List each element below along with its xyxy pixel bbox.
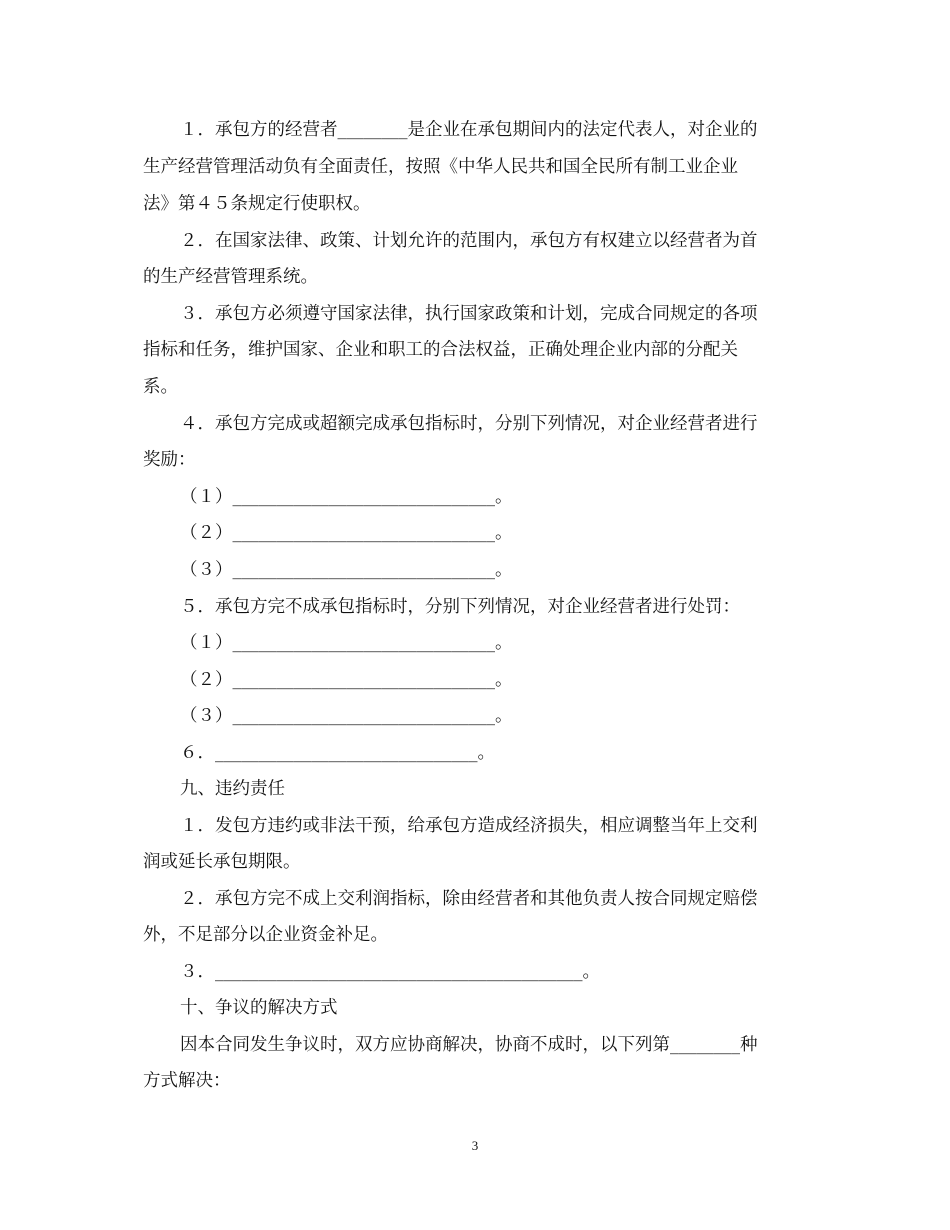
paragraph-line: 奖励：: [143, 450, 196, 470]
section-heading: 十、争议的解决方式: [180, 998, 338, 1018]
list-item: （１）______________________________。: [180, 487, 513, 507]
section-heading: 九、违约责任: [180, 779, 285, 799]
paragraph-line: ２．承包方完不成上交利润指标，除由经营者和其他负责人按合同规定赔偿: [180, 889, 758, 909]
paragraph-line: ３．承包方必须遵守国家法律，执行国家政策和计划，完成合同规定的各项: [180, 304, 758, 324]
list-item: ３．__________________________________________。: [180, 962, 600, 982]
paragraph-line: １．发包方违约或非法干预，给承包方造成经济损失，相应调整当年上交利: [180, 816, 758, 836]
paragraph-line: 润或延长承包期限。: [143, 852, 301, 872]
paragraph-line: 的生产经营管理系统。: [143, 267, 318, 287]
list-item: ６．______________________________。: [180, 743, 495, 763]
list-item: （３）______________________________。: [180, 560, 513, 580]
paragraph-line: 系。: [143, 377, 178, 397]
paragraph-line: 方式解决：: [143, 1071, 231, 1091]
paragraph-line: ５．承包方完不成承包指标时，分别下列情况，对企业经营者进行处罚：: [180, 597, 740, 617]
paragraph-line: 外，不足部分以企业资金补足。: [143, 925, 388, 945]
paragraph-line: 指标和任务，维护国家、企业和职工的合法权益，正确处理企业内部的分配关: [143, 340, 738, 360]
paragraph-line: ４．承包方完成或超额完成承包指标时，分别下列情况，对企业经营者进行: [180, 414, 758, 434]
page-number: 3: [471, 1138, 479, 1153]
list-item: （２）______________________________。: [180, 523, 513, 543]
paragraph-line: 因本合同发生争议时，双方应协商解决，协商不成时，以下列第________种: [180, 1035, 758, 1055]
paragraph-line: １．承包方的经营者________是企业在承包期间内的法定代表人，对企业的: [180, 120, 758, 140]
list-item: （２）______________________________。: [180, 670, 513, 690]
list-item: （１）______________________________。: [180, 633, 513, 653]
paragraph-line: ２．在国家法律、政策、计划允许的范围内，承包方有权建立以经营者为首: [180, 231, 758, 251]
paragraph-line: 法》第４５条规定行使职权。: [143, 194, 371, 214]
paragraph-line: 生产经营管理活动负有全面责任，按照《中华人民共和国全民所有制工业企业: [143, 157, 738, 177]
list-item: （３）______________________________。: [180, 706, 513, 726]
